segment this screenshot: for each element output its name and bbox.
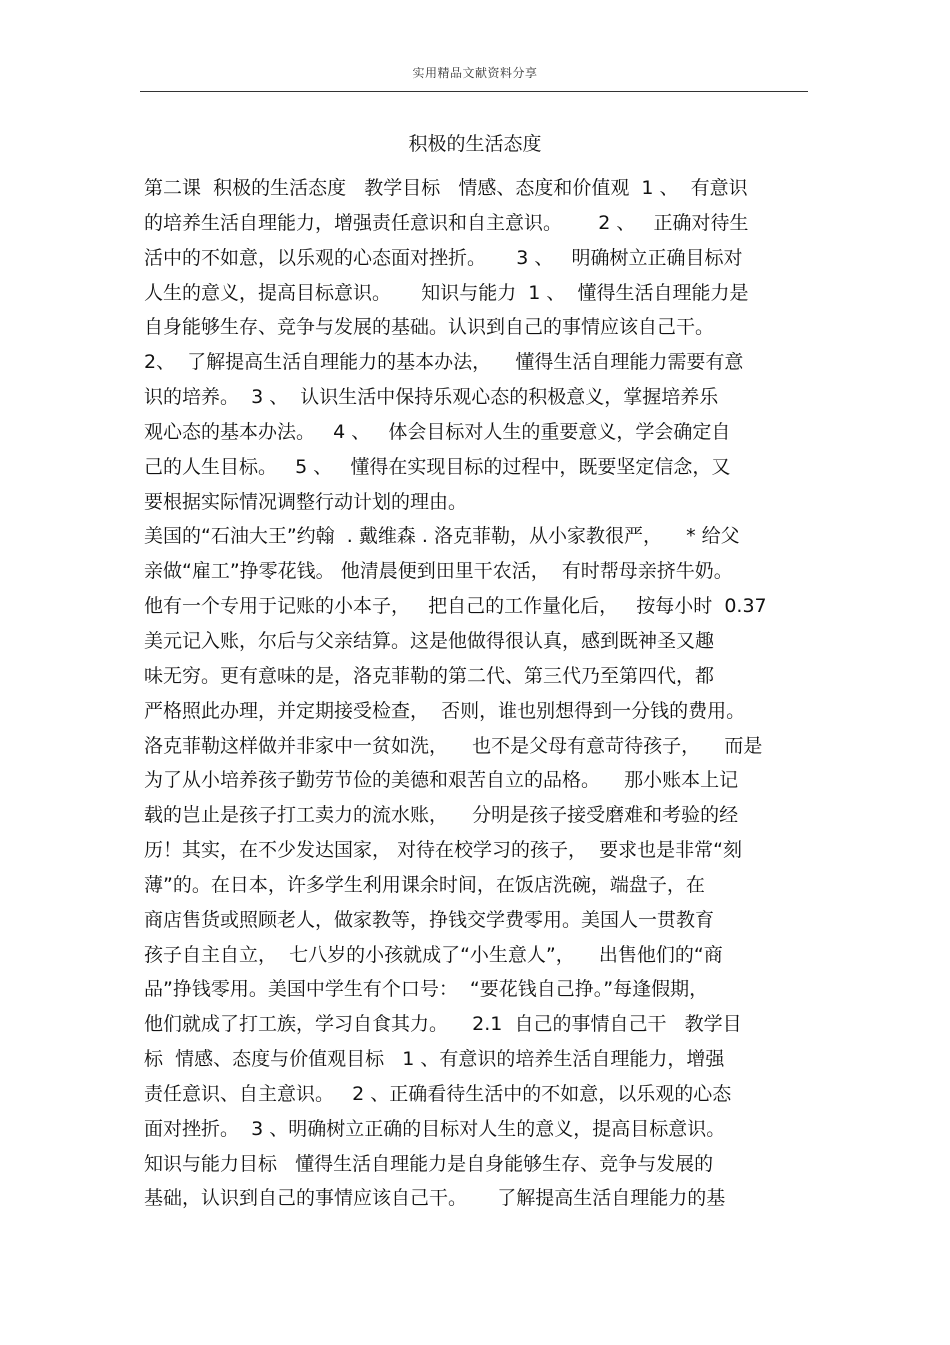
body-line: 2、 了解提高生活自理能力的基本办法， 懂得生活自理能力需要有意: [144, 351, 744, 374]
body-line: 严格照此办理，并定期接受检查， 否则，谁也别想得到一分钱的费用。: [144, 699, 746, 722]
body-line: 人生的意义，提高目标意识。 知识与能力 1 、 懂得生活自理能力是: [144, 281, 749, 304]
page-header: 实用精品文献资料分享: [412, 66, 538, 80]
body-line: 载的岂止是孩子打工卖力的流水账， 分明是孩子接受磨难和考验的经: [144, 804, 739, 827]
body-line: 洛克菲勒这样做并非家中一贫如洗， 也不是父母有意苛待孩子， 而是: [144, 734, 763, 757]
body-line: 活中的不如意，以乐观的心态面对挫折。 3 、 明确树立正确目标对: [144, 246, 743, 269]
body-line: 为了从小培养孩子勤劳节俭的美德和艰苦自立的品格。 那小账本上记: [144, 769, 739, 792]
body-line: 历！其实，在不少发达国家， 对待在校学习的孩子， 要求也是非常“刻: [144, 839, 742, 862]
body-line: 知识与能力目标 懂得生活自理能力是自身能够生存、竞争与发展的: [144, 1152, 714, 1175]
body-line: 责任意识、自主意识。 2 、正确看待生活中的不如意，以乐观的心态: [144, 1082, 732, 1105]
body-line: 美元记入账，尔后与父亲结算。这是他做得很认真，感到既神圣又趣: [144, 629, 715, 652]
header-divider: [140, 91, 808, 92]
body-line: 味无穷。更有意味的是，洛克菲勒的第二代、第三代乃至第四代，都: [144, 664, 715, 687]
body-line: 要根据实际情况调整行动计划的理由。: [144, 490, 468, 513]
body-line: 基础，认识到自己的事情应该自己干。 了解提高生活自理能力的基: [144, 1187, 726, 1210]
document-title: 积极的生活态度: [408, 133, 542, 155]
document-body: [144, 171, 814, 1216]
body-line: 自身能够生存、竞争与发展的基础。认识到自己的事情应该自己干。: [144, 316, 715, 339]
body-line: 己的人生目标。 5 、 懂得在实现目标的过程中，既要坚定信念，又: [144, 455, 731, 478]
body-line: 标 情感、态度与价值观目标 1 、有意识的培养生活自理能力，增强: [144, 1048, 725, 1071]
body-line: 面对挫折。 3 、明确树立正确的目标对人生的意义，提高目标意识。: [144, 1117, 726, 1140]
body-line: 商店售货或照顾老人，做家教等，挣钱交学费零用。美国人一贯教育: [144, 908, 715, 931]
body-line: 的培养生活自理能力，增强责任意识和自主意识。 2 、 正确对待生: [144, 211, 749, 234]
body-line: 美国的“石油大王”约翰 . 戴维森 . 洛克菲勒，从小家教很严， * 给父: [144, 525, 740, 548]
body-line: 第二课 积极的生活态度 教学目标 情感、态度和价值观 1 、 有意识: [144, 177, 748, 199]
body-line: 薄”的。在日本，许多学生利用课余时间，在饭店洗碗，端盘子，在: [144, 873, 705, 896]
body-line: 他们就成了打工族，学习自食其力。 2.1 自己的事情自己干 教学目: [144, 1013, 742, 1036]
body-line: 观心态的基本办法。 4 、 体会目标对人生的重要意义，学会确定自: [144, 420, 731, 443]
body-line: 识的培养。 3 、 认识生活中保持乐观心态的积极意义，掌握培养乐: [144, 386, 719, 409]
body-line: 他有一个专用于记账的小本子， 把自己的工作量化后， 按每小时 0.37: [144, 595, 767, 618]
body-line: 品”挣钱零用。美国中学生有个口号： “要花钱自己挣。”每逢假期，: [144, 978, 709, 1001]
body-line: 亲做“雇工”挣零花钱。 他清晨便到田里干农活， 有时帮母亲挤牛奶。: [144, 560, 733, 583]
body-line: 孩子自主自立， 七八岁的小孩就成了“小生意人”， 出售他们的“商: [144, 943, 723, 966]
